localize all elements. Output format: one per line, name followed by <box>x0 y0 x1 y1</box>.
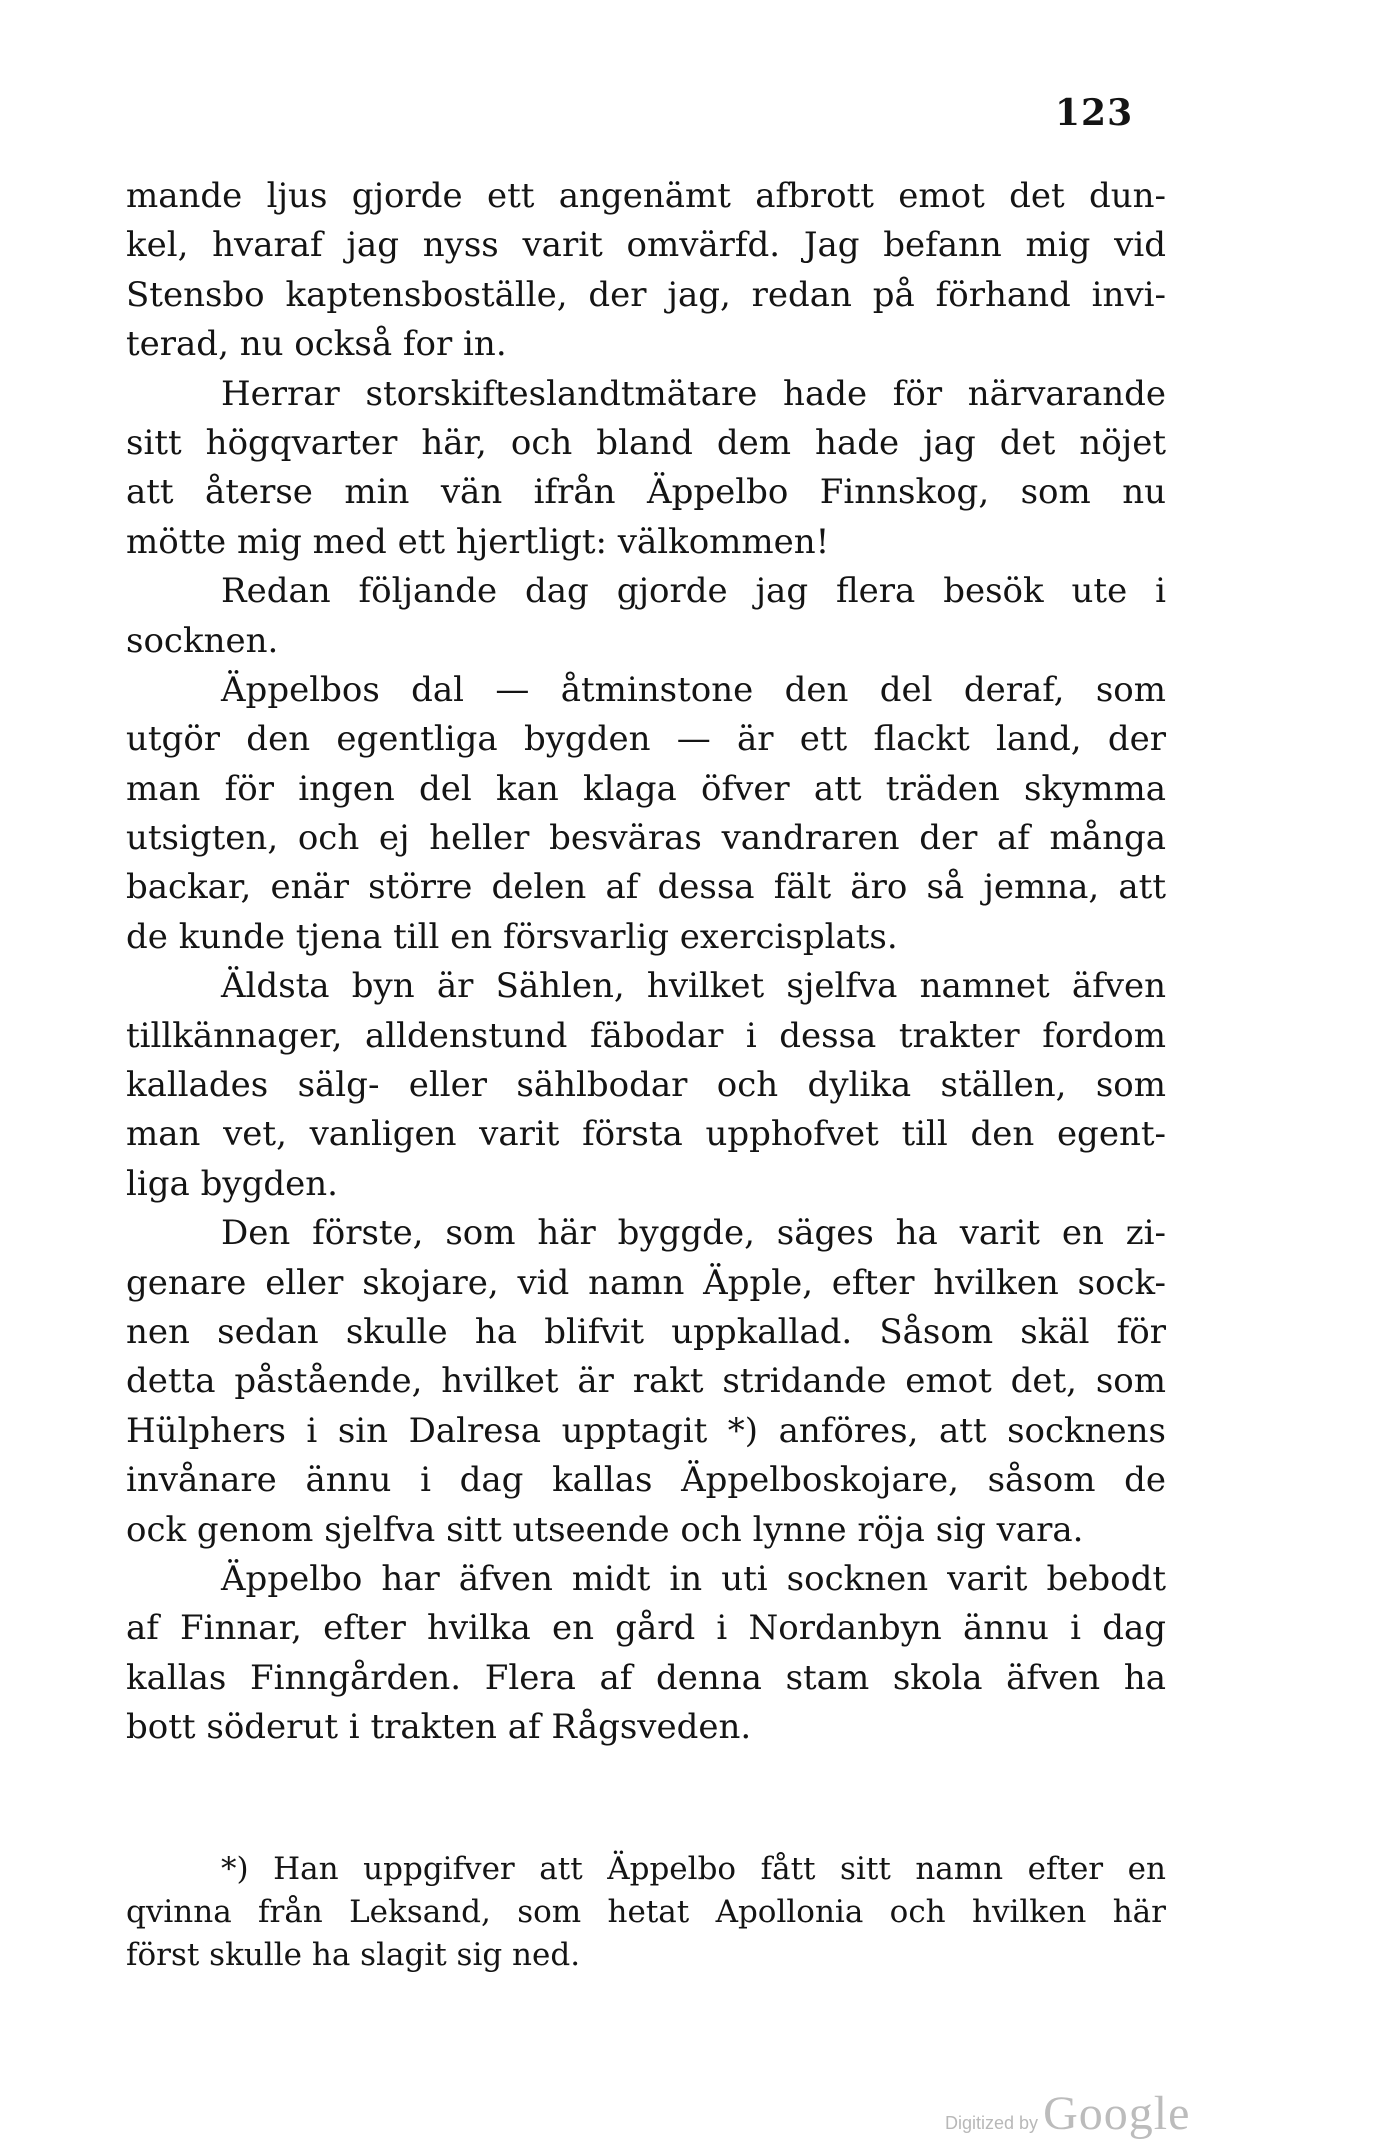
text-line: Stensbo kaptensboställe, der jag, redan på förhand invi- <box>126 274 1166 315</box>
text-line: de kunde tjena till en försvarlig exercisplats. <box>126 916 898 957</box>
page-number: 123 <box>1055 92 1134 134</box>
body-text <box>126 172 1166 1753</box>
text-line: terad, nu också for in. <box>126 324 507 365</box>
text-line: socknen. <box>126 620 279 661</box>
watermark-brand: Google <box>1043 2087 1191 2140</box>
text-line: Herrar storskifteslandtmätare hade för närvarande <box>221 373 1166 414</box>
text-line: nen sedan skulle ha blifvit uppkallad. Såsom skäl för <box>126 1311 1166 1352</box>
text-line: Äppelbos dal — åtminstone den del deraf, som <box>221 669 1166 710</box>
digitized-watermark <box>945 2086 1190 2141</box>
text-line: utsigten, och ej heller besväras vandraren der af många <box>126 818 1166 859</box>
text-line: utgör den egentliga bygden — är ett flackt land, der <box>126 719 1166 760</box>
text-line: Hülphers i sin Dalresa upptagit *) anföres, att socknens <box>126 1410 1166 1451</box>
text-line: tillkännager, alldenstund fäbodar i dessa trakter fordom <box>126 1015 1166 1056</box>
text-line: invånare ännu i dag kallas Äppelboskojare, såsom de <box>126 1460 1166 1501</box>
text-line: Äppelbo har äfven midt in uti socknen varit bebodt <box>221 1558 1166 1599</box>
text-line: af Finnar, efter hvilka en gård i Nordanbyn ännu i dag <box>126 1608 1166 1649</box>
text-line: att återse min vän ifrån Äppelbo Finnskog, som nu <box>126 472 1166 513</box>
text-line: genare eller skojare, vid namn Äpple, efter hvilken sock- <box>126 1262 1166 1303</box>
footnote-line: qvinna från Leksand, som hetat Apollonia och hvilken här <box>126 1894 1166 1930</box>
text-line: man för ingen del kan klaga öfver att träden skymma <box>126 768 1166 809</box>
text-line: bott söderut i trakten af Rågsveden. <box>126 1707 752 1748</box>
footnote-line: först skulle ha slagit sig ned. <box>126 1937 581 1973</box>
text-line: mötte mig med ett hjertligt: välkommen! <box>126 521 830 562</box>
text-line: kallades sälg- eller sählbodar och dylika ställen, som <box>126 1065 1166 1106</box>
text-line: man vet, vanligen varit första upphofvet till den egent- <box>126 1114 1166 1155</box>
text-line: Den förste, som här byggde, säges ha varit en zi- <box>221 1213 1166 1254</box>
text-line: Äldsta byn är Sählen, hvilket sjelfva namnet äfven <box>221 966 1166 1007</box>
text-line: sitt högqvarter här, och bland dem hade jag det nöjet <box>126 422 1166 463</box>
text-line: Redan följande dag gjorde jag flera besök ute i <box>221 571 1166 612</box>
footnote-line: *) Han uppgifver att Äppelbo fått sitt namn efter en <box>221 1851 1166 1887</box>
text-line: backar, enär större delen af dessa fält äro så jemna, att <box>126 867 1166 908</box>
text-line: detta påstående, hvilket är rakt stridande emot det, som <box>126 1361 1166 1402</box>
footnote <box>126 1848 1166 1977</box>
text-line: kallas Finngården. Flera af denna stam skola äfven ha <box>126 1657 1166 1698</box>
text-line: liga bygden. <box>126 1163 338 1204</box>
text-line: mande ljus gjorde ett angenämt afbrott emot det dun- <box>126 176 1166 216</box>
watermark-prefix: Digitized by <box>945 2113 1039 2133</box>
text-line: kel, hvaraf jag nyss varit omvärfd. Jag befann mig vid <box>126 225 1166 266</box>
text-line: ock genom sjelfva sitt utseende och lynne röja sig vara. <box>126 1509 1084 1550</box>
